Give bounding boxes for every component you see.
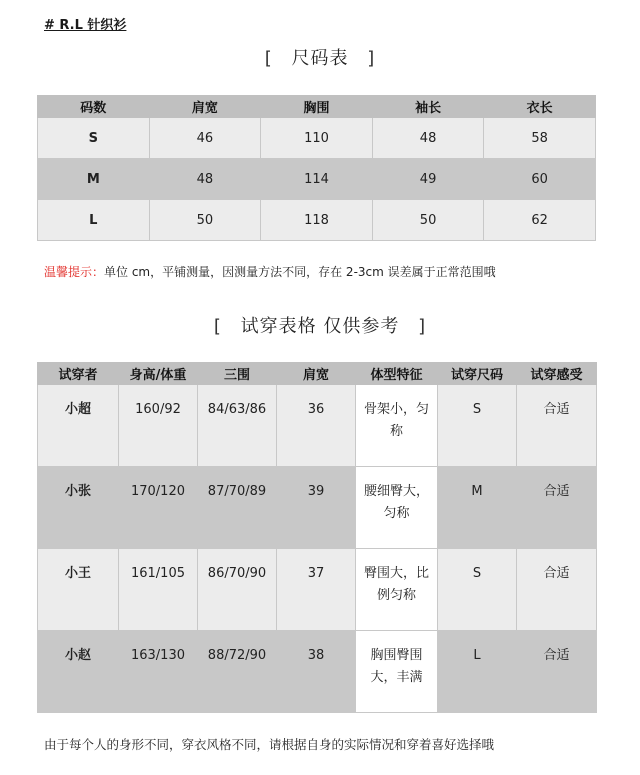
size-chart-title-text: 尺码表: [291, 48, 349, 69]
bracket-left: [: [213, 316, 222, 337]
product-tag: # R.L 针织衫: [44, 18, 127, 33]
table-cell: 58: [484, 118, 596, 159]
size-chart-title: [0, 44, 640, 70]
note-label: 温馨提示：: [44, 265, 105, 279]
table-cell: 合适: [517, 631, 597, 713]
table-cell: M: [438, 467, 517, 549]
table-cell: 62: [484, 200, 596, 241]
table-cell: L: [438, 631, 517, 713]
table-cell: 37: [277, 549, 356, 631]
column-header: 试穿者: [38, 363, 119, 385]
tester-name: 小赵: [38, 631, 119, 713]
table-cell: 48: [149, 159, 261, 200]
column-header: 肩宽: [277, 363, 356, 385]
size-label: S: [38, 118, 150, 159]
tester-name: 小超: [38, 385, 119, 467]
measurement-note: [44, 263, 496, 280]
column-header: 衣长: [484, 96, 596, 118]
fit-chart-title: [0, 312, 640, 338]
table-cell: 合适: [517, 467, 597, 549]
table-cell: 110: [261, 118, 373, 159]
body-type-cell: 腰细臀大，匀称: [356, 467, 438, 549]
column-header: 身高/体重: [119, 363, 198, 385]
fit-chart-header-row: [38, 363, 597, 385]
table-cell: S: [438, 385, 517, 467]
fit-chart-table: [37, 362, 597, 713]
table-cell: 36: [277, 385, 356, 467]
table-cell: 161/105: [119, 549, 198, 631]
table-row: [38, 159, 596, 200]
table-row: [38, 631, 597, 713]
table-row: [38, 549, 597, 631]
table-cell: 160/92: [119, 385, 198, 467]
size-chart-table: [37, 95, 596, 241]
column-header: 肩宽: [149, 96, 261, 118]
body-type-cell: 胸围臀围大，丰满: [356, 631, 438, 713]
table-cell: 48: [372, 118, 484, 159]
table-cell: 118: [261, 200, 373, 241]
size-label: L: [38, 200, 150, 241]
table-row: [38, 467, 597, 549]
column-header: 三围: [198, 363, 277, 385]
column-header: 试穿感受: [517, 363, 597, 385]
table-cell: 170/120: [119, 467, 198, 549]
table-cell: S: [438, 549, 517, 631]
fit-chart-title-text: 试穿表格 仅供参考: [240, 316, 400, 337]
tester-name: 小张: [38, 467, 119, 549]
note-text: 单位 cm，平铺测量，因测量方法不同，存在 2-3cm 误差属于正常范围哦: [104, 265, 496, 279]
table-cell: 114: [261, 159, 373, 200]
table-row: [38, 118, 596, 159]
column-header: 试穿尺码: [438, 363, 517, 385]
column-header: 袖长: [372, 96, 484, 118]
table-cell: 39: [277, 467, 356, 549]
table-cell: 163/130: [119, 631, 198, 713]
bracket-right: ]: [367, 48, 376, 69]
table-cell: 50: [149, 200, 261, 241]
table-cell: 50: [372, 200, 484, 241]
tester-name: 小王: [38, 549, 119, 631]
table-cell: 87/70/89: [198, 467, 277, 549]
column-header: 胸围: [261, 96, 373, 118]
table-cell: 86/70/90: [198, 549, 277, 631]
bracket-right: ]: [418, 316, 427, 337]
table-row: [38, 200, 596, 241]
table-cell: 38: [277, 631, 356, 713]
column-header: 码数: [38, 96, 150, 118]
bracket-left: [: [264, 48, 273, 69]
column-header: 体型特征: [356, 363, 438, 385]
table-cell: 60: [484, 159, 596, 200]
body-type-cell: 骨架小，匀称: [356, 385, 438, 467]
table-cell: 合适: [517, 549, 597, 631]
table-cell: 84/63/86: [198, 385, 277, 467]
table-cell: 49: [372, 159, 484, 200]
table-row: [38, 385, 597, 467]
size-label: M: [38, 159, 150, 200]
footer-note: 由于每个人的身形不同，穿衣风格不同，请根据自身的实际情况和穿着喜好选择哦: [44, 737, 495, 752]
table-cell: 合适: [517, 385, 597, 467]
size-chart-header-row: [38, 96, 596, 118]
body-type-cell: 臀围大，比例匀称: [356, 549, 438, 631]
table-cell: 46: [149, 118, 261, 159]
table-cell: 88/72/90: [198, 631, 277, 713]
